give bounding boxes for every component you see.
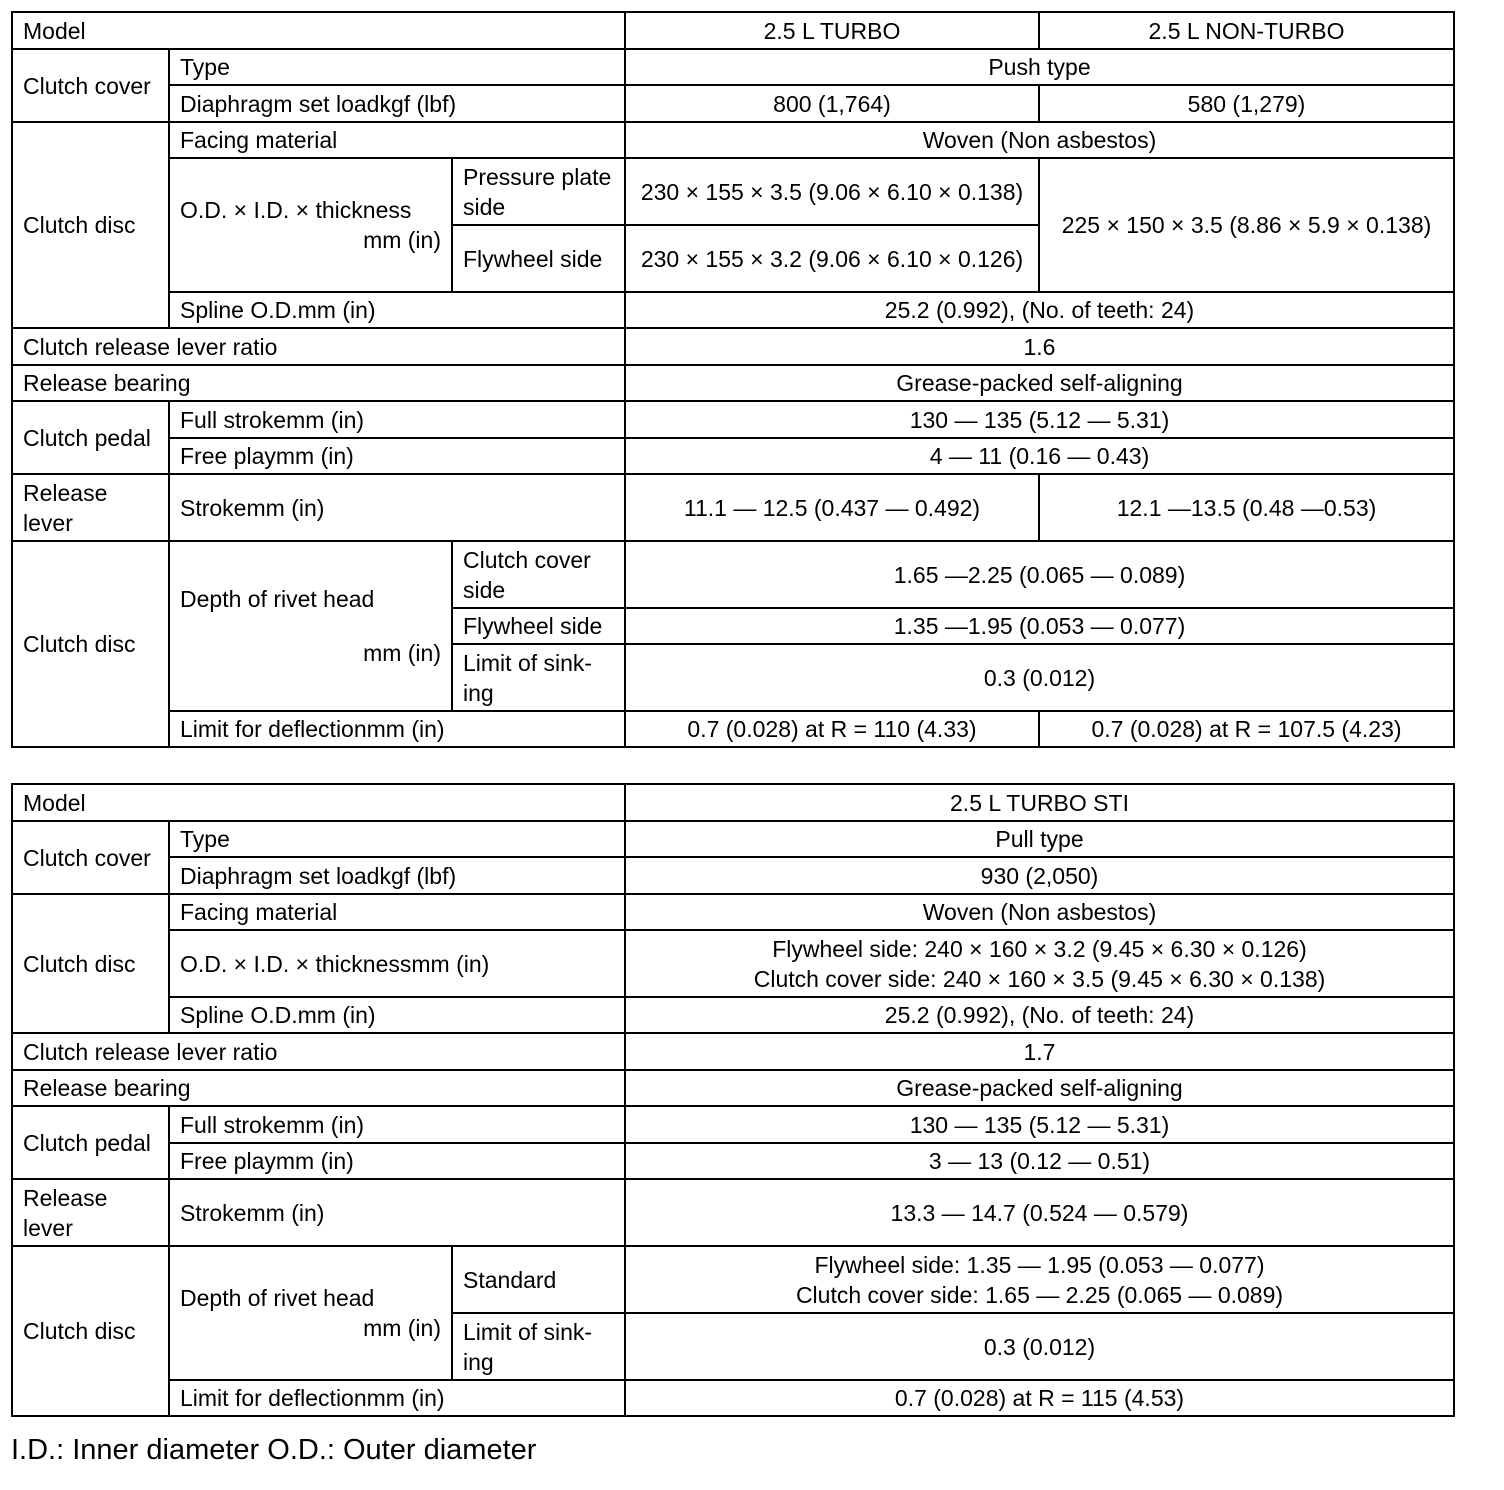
spec-table-turbo-nonturbo — [11, 11, 1455, 748]
stroke-value: 13.3 — 14.7 (0.524 — 0.579) — [625, 1179, 1454, 1246]
group-clutch-disc: Clutch disc — [12, 122, 169, 328]
free-play-value: 4 — 11 (0.16 — 0.43) — [625, 438, 1454, 474]
deflection-value-turbo: 0.7 (0.028) at R = 110 (4.33) — [625, 711, 1039, 747]
group-release-lever: Release lever — [12, 474, 169, 541]
spline-value: 25.2 (0.992), (No. of teeth: 24) — [625, 292, 1454, 328]
group-clutch-cover: Clutch cover — [12, 821, 169, 894]
diaphragm-label: Diaphragm set load — [180, 862, 380, 889]
table-row — [12, 438, 1454, 474]
table-row — [12, 1070, 1454, 1106]
deflection-unit: mm (in) — [366, 1385, 445, 1411]
spline-unit: mm (in) — [297, 1002, 376, 1028]
deflection-label: Limit for deflection — [180, 1385, 367, 1411]
sink-limit-value: 0.3 (0.012) — [625, 1313, 1454, 1380]
table-row — [12, 997, 1454, 1033]
diaphragm-label-cell — [169, 857, 625, 894]
table-row — [12, 1033, 1454, 1070]
deflection-unit: mm (in) — [366, 716, 445, 742]
col-header-nonturbo: 2.5 L NON-TURBO — [1039, 12, 1454, 49]
model-label: Model — [12, 784, 625, 821]
spline-label: Spline O.D. — [180, 1002, 298, 1028]
type-value: Push type — [625, 49, 1454, 85]
free-play-unit: mm (in) — [275, 1148, 354, 1174]
free-play-label: Free play — [180, 443, 276, 469]
lever-ratio-label: Clutch release lever ratio — [12, 328, 625, 365]
free-play-label: Free play — [180, 1148, 276, 1174]
stroke-label-cell — [169, 1179, 625, 1246]
group-clutch-cover: Clutch cover — [12, 49, 169, 122]
standard-value-line2: Clutch cover side: 1.65 — 2.25 (0.065 — 0.089) — [795, 1281, 1284, 1308]
group-clutch-disc-2: Clutch disc — [12, 541, 169, 747]
sink-limit-label: Limit of sink-ing — [452, 1313, 625, 1380]
od-label: O.D. × I.D. × thickness — [180, 197, 412, 223]
model-label: Model — [12, 12, 625, 49]
group-clutch-pedal: Clutch pedal — [12, 401, 169, 474]
spline-unit: mm (in) — [297, 297, 376, 323]
od-unit: mm (in) — [363, 227, 441, 253]
full-stroke-value: 130 — 135 (5.12 — 5.31) — [625, 401, 1454, 438]
sink-limit-value: 0.3 (0.012) — [625, 644, 1454, 711]
full-stroke-unit: mm (in) — [286, 406, 365, 433]
pressure-plate-value: 230 × 155 × 3.5 (9.06 × 6.10 × 0.138) — [625, 158, 1039, 225]
facing-value: Woven (Non asbestos) — [625, 894, 1454, 930]
table-row — [12, 401, 1454, 438]
full-stroke-unit: mm (in) — [286, 1111, 365, 1138]
release-bearing-label: Release bearing — [12, 1070, 625, 1106]
cover-side-value: 1.65 —2.25 (0.065 — 0.089) — [625, 541, 1454, 608]
group-release-lever: Release lever — [12, 1179, 169, 1246]
lever-ratio-value: 1.7 — [625, 1033, 1454, 1070]
od-label-cell — [169, 158, 452, 292]
free-play-label-cell — [169, 438, 625, 474]
od-label-cell — [169, 930, 625, 997]
facing-label: Facing material — [169, 894, 625, 930]
diaphragm-unit: kgf (lbf) — [379, 862, 457, 889]
stroke-unit: mm (in) — [246, 494, 325, 521]
table-row — [12, 894, 1454, 930]
table-row — [12, 711, 1454, 747]
spec-table-turbo-sti — [11, 783, 1455, 1417]
stroke-label-cell — [169, 474, 625, 541]
spline-label-cell — [169, 997, 625, 1033]
sink-limit-label: Limit of sink-ing — [452, 644, 625, 711]
deflection-label: Limit for deflection — [180, 716, 367, 742]
table-row — [12, 1143, 1454, 1179]
stroke-value-turbo: 11.1 — 12.5 (0.437 — 0.492) — [625, 474, 1039, 541]
release-bearing-value: Grease-packed self-aligning — [625, 365, 1454, 401]
pressure-plate-label: Pressure plate side — [452, 158, 625, 225]
diaphragm-label-cell — [169, 85, 625, 122]
flywheel-value: 230 × 155 × 3.2 (9.06 × 6.10 × 0.126) — [625, 225, 1039, 292]
rivet-unit: mm (in) — [363, 1315, 441, 1341]
group-clutch-pedal: Clutch pedal — [12, 1106, 169, 1179]
deflection-value-nonturbo: 0.7 (0.028) at R = 107.5 (4.23) — [1039, 711, 1454, 747]
stroke-unit: mm (in) — [246, 1199, 325, 1226]
full-stroke-value: 130 — 135 (5.12 — 5.31) — [625, 1106, 1454, 1143]
table-row — [12, 292, 1454, 328]
spline-label-cell — [169, 292, 625, 328]
table-row — [12, 12, 1454, 49]
table-row — [12, 541, 1454, 608]
table-row — [12, 328, 1454, 365]
table-row — [12, 85, 1454, 122]
facing-label: Facing material — [169, 122, 625, 158]
flywheel-side-value: 1.35 —1.95 (0.053 — 0.077) — [625, 608, 1454, 644]
spline-label: Spline O.D. — [180, 297, 298, 323]
od-label: O.D. × I.D. × thickness — [180, 950, 412, 977]
col-header-turbo: 2.5 L TURBO — [625, 12, 1039, 49]
od-value-line1: Flywheel side: 240 × 160 × 3.2 (9.45 × 6.30 × 0.126) — [772, 935, 1307, 962]
facing-value: Woven (Non asbestos) — [625, 122, 1454, 158]
rivet-label-cell — [169, 541, 452, 711]
diaphragm-unit: kgf (lbf) — [379, 90, 457, 117]
table-row — [12, 1246, 1454, 1313]
full-stroke-label: Full stroke — [180, 1111, 287, 1138]
cover-side-label: Clutch cover side — [452, 541, 625, 608]
flywheel-label: Flywheel side — [452, 225, 625, 292]
type-label: Type — [169, 49, 625, 85]
col-header-sti: 2.5 L TURBO STI — [625, 784, 1454, 821]
diaphragm-value-turbo: 800 (1,764) — [625, 85, 1039, 122]
release-bearing-label: Release bearing — [12, 365, 625, 401]
footnote: I.D.: Inner diameter O.D.: Outer diameter — [11, 1434, 537, 1466]
release-bearing-value: Grease-packed self-aligning — [625, 1070, 1454, 1106]
full-stroke-label-cell — [169, 401, 625, 438]
free-play-label-cell — [169, 1143, 625, 1179]
table-row — [12, 122, 1454, 158]
od-value-line2: Clutch cover side: 240 × 160 × 3.5 (9.45 × 6.30 × 0.138) — [753, 965, 1326, 992]
rivet-label: Depth of rivet head — [180, 1285, 375, 1311]
type-value: Pull type — [625, 821, 1454, 857]
table-row — [12, 1380, 1454, 1416]
table-row — [12, 821, 1454, 857]
table-row — [12, 1179, 1454, 1246]
lever-ratio-label: Clutch release lever ratio — [12, 1033, 625, 1070]
rivet-label-cell — [169, 1246, 452, 1380]
table-row — [12, 857, 1454, 894]
type-label: Type — [169, 821, 625, 857]
stroke-label: Stroke — [180, 1199, 247, 1226]
table-row — [12, 158, 1454, 225]
standard-value — [625, 1246, 1454, 1313]
lever-ratio-value: 1.6 — [625, 328, 1454, 365]
table-row — [12, 1106, 1454, 1143]
group-clutch-disc: Clutch disc — [12, 894, 169, 1033]
full-stroke-label: Full stroke — [180, 406, 287, 433]
free-play-value: 3 — 13 (0.12 — 0.51) — [625, 1143, 1454, 1179]
deflection-label-cell — [169, 711, 625, 747]
stroke-label: Stroke — [180, 494, 247, 521]
flywheel-side-label: Flywheel side — [452, 608, 625, 644]
standard-label: Standard — [452, 1246, 625, 1313]
stroke-value-nonturbo: 12.1 —13.5 (0.48 —0.53) — [1039, 474, 1454, 541]
table-row — [12, 365, 1454, 401]
free-play-unit: mm (in) — [275, 443, 354, 469]
rivet-unit: mm (in) — [363, 640, 441, 666]
diaphragm-label: Diaphragm set load — [180, 90, 380, 117]
diaphragm-value-nonturbo: 580 (1,279) — [1039, 85, 1454, 122]
rivet-label: Depth of rivet head — [180, 586, 375, 612]
full-stroke-label-cell — [169, 1106, 625, 1143]
group-clutch-disc-2: Clutch disc — [12, 1246, 169, 1416]
deflection-value: 0.7 (0.028) at R = 115 (4.53) — [625, 1380, 1454, 1416]
od-value — [625, 930, 1454, 997]
od-unit: mm (in) — [411, 950, 490, 977]
spline-value: 25.2 (0.992), (No. of teeth: 24) — [625, 997, 1454, 1033]
standard-value-line1: Flywheel side: 1.35 — 1.95 (0.053 — 0.077) — [814, 1251, 1265, 1278]
table-row — [12, 49, 1454, 85]
deflection-label-cell — [169, 1380, 625, 1416]
table-row — [12, 474, 1454, 541]
od-value-nonturbo: 225 × 150 × 3.5 (8.86 × 5.9 × 0.138) — [1039, 158, 1454, 292]
table-row — [12, 930, 1454, 997]
diaphragm-value: 930 (2,050) — [625, 857, 1454, 894]
table-row — [12, 784, 1454, 821]
